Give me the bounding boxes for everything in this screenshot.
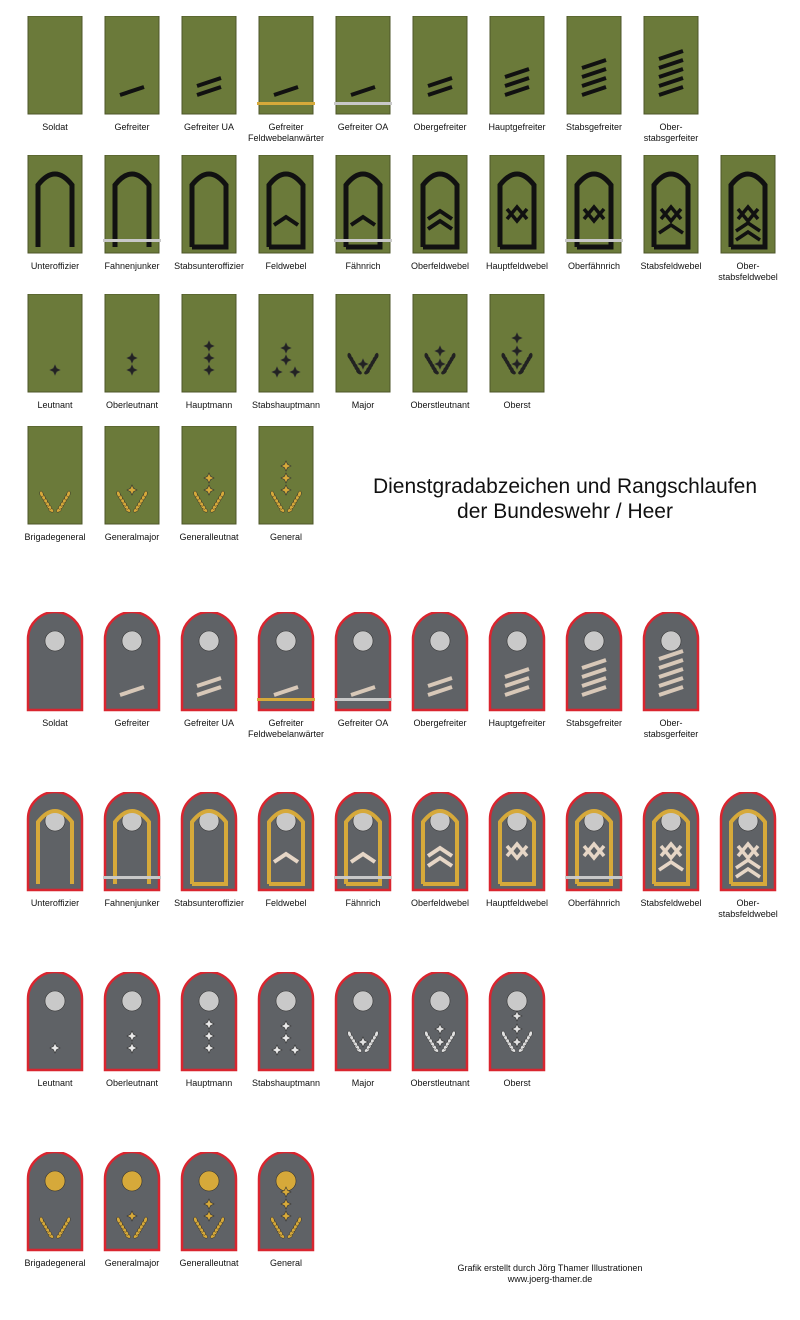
rank-label: General: [269, 532, 303, 542]
braid-chevron-2-icon: [411, 155, 469, 255]
rank-loop-gefreiter: [94, 612, 170, 729]
rank-label: Stabsgefreiter: [565, 122, 623, 132]
gen-wreath-2-icon: [180, 426, 238, 526]
stripe-4-icon: [565, 16, 623, 116]
rank-label: Brigadegeneral: [24, 532, 86, 542]
credit-text: [430, 1263, 670, 1285]
rank-badge-hauptfeldwebel: [479, 155, 555, 272]
braid-chevron-1-bar-icon: [334, 792, 392, 892]
stripe-1-gold-bar-icon: [257, 612, 315, 712]
rank-label: Oberstleutnant: [410, 400, 470, 410]
rank-badge-obergefreiter: [402, 16, 478, 133]
wreath-1-icon: [334, 294, 392, 394]
rank-loop-fähnrich: [325, 792, 401, 909]
rank-label: Soldat: [42, 718, 68, 728]
rank-label: Gefreiter OA: [337, 122, 389, 132]
braid-open-bar-icon: [103, 792, 161, 892]
rank-label: Oberleutnant: [105, 400, 159, 410]
title-line-1: Dienstgradabzeichen und Rangschlaufen: [372, 475, 758, 498]
rank-label: Ober- stabsfeldwebel: [718, 898, 778, 919]
rank-label: Hauptmann: [185, 1078, 233, 1088]
braid-chevron-x2-icon: [642, 792, 700, 892]
rank-label: General: [269, 1258, 303, 1268]
rank-badge-generalleutnat: [171, 426, 247, 543]
stars-2-icon: [103, 294, 161, 394]
rank-badge-stabsfeldwebel: [633, 155, 709, 272]
rank-badge-feldwebel: [248, 155, 324, 272]
rank-label: Unteroffizier: [30, 898, 80, 908]
none-icon: [26, 16, 84, 116]
rank-badge-unteroffizier: [17, 155, 93, 272]
page-title: [340, 474, 790, 524]
rank-loop-stabsunteroffizier: [171, 792, 247, 909]
rank-label: Oberstleutnant: [410, 1078, 470, 1088]
rank-label: Oberfeldwebel: [410, 898, 470, 908]
stripe-4-icon: [565, 612, 623, 712]
gen-wreath-3-icon: [257, 426, 315, 526]
rank-label: Oberfeldwebel: [410, 261, 470, 271]
wreath-2-icon: [411, 972, 469, 1072]
rank-label: Stabshauptmann: [251, 1078, 321, 1088]
rank-label: Feldwebel: [265, 261, 307, 271]
rank-badge-gefreiter-ua: [171, 16, 247, 133]
braid-chevron-x3-icon: [719, 155, 777, 255]
braid-chevron-x3-icon: [719, 792, 777, 892]
gen-wreath-3-icon: [257, 1152, 315, 1252]
rank-loop-ober-stabsfeldwebel: [710, 792, 786, 920]
rank-label: Hauptfeldwebel: [485, 898, 549, 908]
rank-badge-hauptgefreiter: [479, 16, 555, 133]
rank-label: Gefreiter Feldwebelanwärter: [248, 718, 325, 739]
rank-label: Gefreiter UA: [183, 718, 234, 728]
rank-loop-oberst: [479, 972, 555, 1089]
stripe-2-icon: [180, 612, 238, 712]
stripe-2-icon: [411, 612, 469, 712]
braid-chevron-1-icon: [257, 155, 315, 255]
rank-loop-stabshauptmann: [248, 972, 324, 1089]
stripe-1-icon: [103, 612, 161, 712]
rank-label: Gefreiter: [114, 122, 150, 132]
rank-badge-generalmajor: [94, 426, 170, 543]
braid-chevron-x-bar-icon: [565, 155, 623, 255]
rank-badge-ober-stabsfeldwebel: [710, 155, 786, 283]
rank-badge-soldat: [17, 16, 93, 133]
stars-2-icon: [103, 972, 161, 1072]
rank-loop-feldwebel: [248, 792, 324, 909]
rank-badge-gefreiter-feldwebelanwärter: [248, 16, 324, 144]
wreath-3-icon: [488, 294, 546, 394]
stars-4-icon: [257, 972, 315, 1072]
stripe-1-silver-bar-icon: [334, 612, 392, 712]
rank-loop-major: [325, 972, 401, 1089]
gen-wreath-0-icon: [26, 1152, 84, 1252]
rank-label: Fahnenjunker: [104, 898, 160, 908]
rank-loop-generalleutnat: [171, 1152, 247, 1269]
rank-label: Fahnenjunker: [104, 261, 160, 271]
braid-open-bar-icon: [103, 155, 161, 255]
credit-line-1: Grafik erstellt durch Jörg Thamer Illustrationen: [457, 1263, 643, 1273]
rank-label: Brigadegeneral: [24, 1258, 86, 1268]
braid-open-icon: [26, 792, 84, 892]
rank-label: Oberleutnant: [105, 1078, 159, 1088]
braid-closed-icon: [180, 155, 238, 255]
rank-loop-stabsfeldwebel: [633, 792, 709, 909]
rank-label: Fähnrich: [345, 898, 381, 908]
braid-chevron-x2-icon: [642, 155, 700, 255]
stripe-2-icon: [411, 16, 469, 116]
rank-badge-ober-stabsgerfeiter: [633, 16, 709, 144]
rank-badge-oberstleutnant: [402, 294, 478, 411]
stars-3-icon: [180, 972, 238, 1072]
rank-label: Hauptmann: [185, 400, 233, 410]
rank-loop-ober-stabsgerfeiter: [633, 612, 709, 740]
braid-chevron-x-bar-icon: [565, 792, 623, 892]
braid-chevron-2-icon: [411, 792, 469, 892]
stripe-1-silver-bar-icon: [334, 16, 392, 116]
rank-label: Oberst: [503, 1078, 531, 1088]
rank-label: Stabsunteroffizier: [174, 898, 244, 908]
rank-loop-fahnenjunker: [94, 792, 170, 909]
rank-label: Leutnant: [37, 1078, 73, 1088]
wreath-1-icon: [334, 972, 392, 1072]
stripe-1-icon: [103, 16, 161, 116]
rank-badge-gefreiter-oa: [325, 16, 401, 133]
rank-label: Obergefreiter: [413, 718, 467, 728]
rank-label: Stabsunteroffizier: [174, 261, 244, 271]
rank-loop-gefreiter-feldwebelanwärter: [248, 612, 324, 740]
rank-loop-obergefreiter: [402, 612, 478, 729]
rank-loop-generalmajor: [94, 1152, 170, 1269]
rank-badge-fähnrich: [325, 155, 401, 272]
stripe-1-gold-bar-icon: [257, 16, 315, 116]
rank-label: Stabsfeldwebel: [640, 898, 702, 908]
braid-open-icon: [26, 155, 84, 255]
rank-loop-oberstleutnant: [402, 972, 478, 1089]
stripe-3-icon: [488, 16, 546, 116]
rank-label: Gefreiter: [114, 718, 150, 728]
rank-loop-hauptmann: [171, 972, 247, 1089]
rank-label: Feldwebel: [265, 898, 307, 908]
rank-label: Oberfähnrich: [567, 261, 621, 271]
rank-loop-soldat: [17, 612, 93, 729]
rank-label: Ober- stabsgerfeiter: [643, 122, 699, 143]
rank-label: Generalmajor: [104, 532, 160, 542]
rank-loop-brigadegeneral: [17, 1152, 93, 1269]
rank-badge-stabsgefreiter: [556, 16, 632, 133]
rank-label: Obergefreiter: [413, 122, 467, 132]
rank-label: Gefreiter OA: [337, 718, 389, 728]
rank-badge-gefreiter: [94, 16, 170, 133]
rank-badge-oberfeldwebel: [402, 155, 478, 272]
braid-chevron-1-icon: [257, 792, 315, 892]
rank-label: Oberfähnrich: [567, 898, 621, 908]
rank-label: Oberst: [503, 400, 531, 410]
rank-loop-gefreiter-oa: [325, 612, 401, 729]
braid-chevron-1-bar-icon: [334, 155, 392, 255]
rank-badge-major: [325, 294, 401, 411]
rank-label: Generalmajor: [104, 1258, 160, 1268]
rank-label: Ober- stabsgerfeiter: [643, 718, 699, 739]
rank-label: Ober- stabsfeldwebel: [718, 261, 778, 282]
rank-badge-oberfähnrich: [556, 155, 632, 272]
rank-badge-oberleutnant: [94, 294, 170, 411]
rank-label: Generalleutnat: [179, 532, 239, 542]
wreath-3-icon: [488, 972, 546, 1072]
rank-loop-oberfähnrich: [556, 792, 632, 909]
rank-label: Soldat: [42, 122, 68, 132]
braid-chevron-x-icon: [488, 155, 546, 255]
rank-loop-hauptfeldwebel: [479, 792, 555, 909]
stripe-2-icon: [180, 16, 238, 116]
braid-closed-icon: [180, 792, 238, 892]
braid-chevron-x-icon: [488, 792, 546, 892]
rank-loop-oberfeldwebel: [402, 792, 478, 909]
rank-badge-oberst: [479, 294, 555, 411]
rank-badge-stabshauptmann: [248, 294, 324, 411]
rank-label: Unteroffizier: [30, 261, 80, 271]
rank-label: Generalleutnat: [179, 1258, 239, 1268]
rank-badge-hauptmann: [171, 294, 247, 411]
stars-1-icon: [26, 294, 84, 394]
stripe-3-icon: [488, 612, 546, 712]
gen-wreath-1-icon: [103, 1152, 161, 1252]
rank-loop-unteroffizier: [17, 792, 93, 909]
rank-badge-general: [248, 426, 324, 543]
rank-label: Stabsfeldwebel: [640, 261, 702, 271]
rank-loop-leutnant: [17, 972, 93, 1089]
rank-label: Hauptgefreiter: [488, 718, 546, 728]
gen-wreath-1-icon: [103, 426, 161, 526]
stars-1-icon: [26, 972, 84, 1072]
gen-wreath-0-icon: [26, 426, 84, 526]
credit-line-2: www.joerg-thamer.de: [507, 1274, 593, 1284]
none-icon: [26, 612, 84, 712]
title-line-2: der Bundeswehr / Heer: [457, 500, 673, 523]
stars-4-icon: [257, 294, 315, 394]
wreath-2-icon: [411, 294, 469, 394]
rank-label: Stabsgefreiter: [565, 718, 623, 728]
rank-loop-hauptgefreiter: [479, 612, 555, 729]
rank-badge-brigadegeneral: [17, 426, 93, 543]
rank-label: Gefreiter Feldwebelanwärter: [248, 122, 325, 143]
rank-loop-general: [248, 1152, 324, 1269]
rank-label: Major: [351, 400, 375, 410]
rank-badge-fahnenjunker: [94, 155, 170, 272]
rank-label: Hauptfeldwebel: [485, 261, 549, 271]
stripe-5-icon: [642, 612, 700, 712]
rank-loop-stabsgefreiter: [556, 612, 632, 729]
stars-3-icon: [180, 294, 238, 394]
rank-label: Hauptgefreiter: [488, 122, 546, 132]
gen-wreath-2-icon: [180, 1152, 238, 1252]
rank-label: Leutnant: [37, 400, 73, 410]
rank-label: Gefreiter UA: [183, 122, 234, 132]
stripe-5-icon: [642, 16, 700, 116]
rank-badge-leutnant: [17, 294, 93, 411]
rank-label: Fähnrich: [345, 261, 381, 271]
rank-label: Stabshauptmann: [251, 400, 321, 410]
rank-label: Major: [351, 1078, 375, 1088]
rank-loop-oberleutnant: [94, 972, 170, 1089]
rank-loop-gefreiter-ua: [171, 612, 247, 729]
rank-badge-stabsunteroffizier: [171, 155, 247, 272]
